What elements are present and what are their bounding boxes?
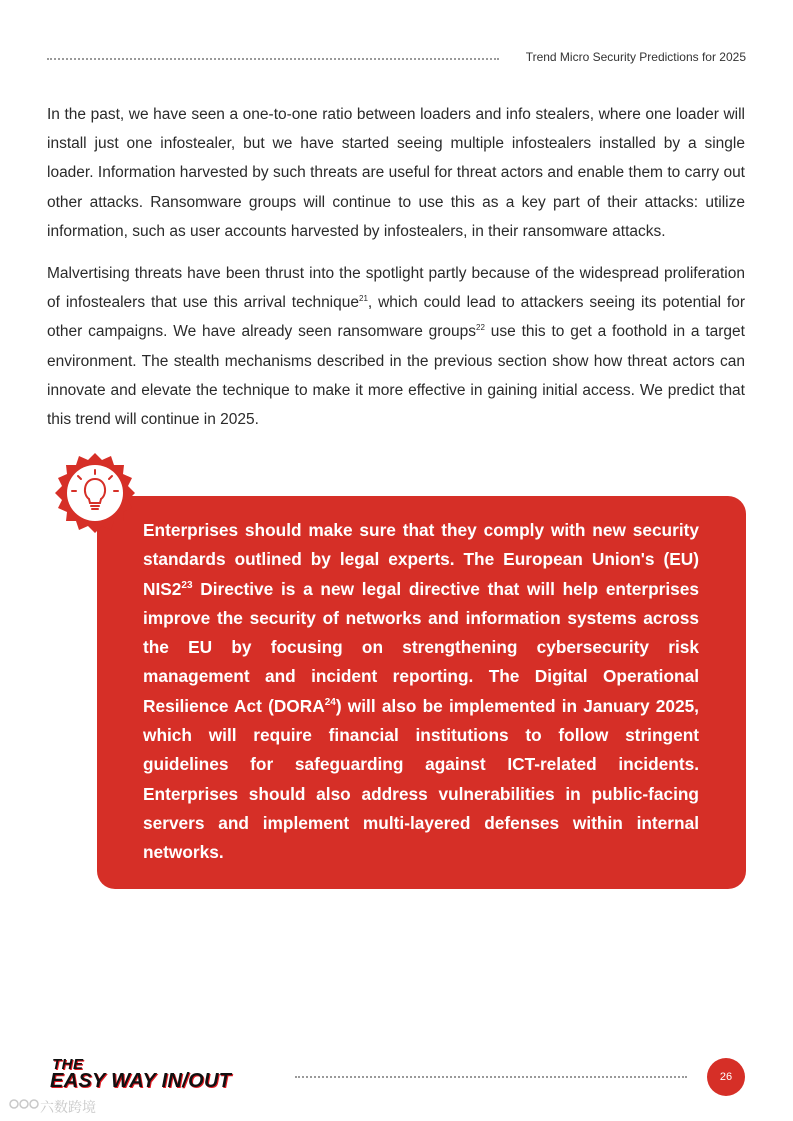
callout-text-part: ) will also be implemented in January 2025, which will require financial institutions to follow stringent guidelines for safeguarding against ICT-related incidents. Enterprises should also address vulnerabilities in public-facing servers and implement multi-layered defenses within internal networks. — [143, 695, 699, 863]
footer-divider — [295, 1076, 687, 1078]
watermark-text: 六数跨境 — [40, 1099, 96, 1115]
logo-line-2: EASY WAY IN/OUT — [50, 1070, 232, 1092]
header-divider — [47, 58, 499, 60]
footnote-ref[interactable]: 24 — [324, 697, 336, 709]
paragraph-text: Malvertising threats have been thrust into the spotlight partly because of the widespread proliferation of infostealers that use this arrival technique — [47, 265, 745, 312]
page-number: 26 — [719, 1071, 733, 1083]
callout-text — [143, 516, 699, 868]
paragraph-malvertising — [47, 259, 745, 434]
footnote-ref[interactable]: 22 — [476, 323, 485, 333]
report-logo — [50, 1056, 280, 1096]
paragraph-text: , which could lead to attackers seeing its potential for other campaigns. We have already seen ransomware groups — [47, 294, 745, 341]
page-number-badge — [707, 1058, 745, 1096]
logo-line-1: THE — [52, 1056, 84, 1073]
header-title: Trend Micro Security Predictions for 2025 — [525, 50, 746, 64]
callout-text-part: Enterprises should make sure that they comply with new security standards outlined by legal experts. The European Union's (EU) NIS2 — [143, 520, 699, 599]
watermark-icon — [8, 1097, 40, 1111]
footnote-ref[interactable]: 23 — [181, 579, 193, 591]
paragraph-loaders: In the past, we have seen a one-to-one ratio between loaders and info stealers, where one loader will install just one infostealer, but we have started seeing multiple infostealers installed by a single loader. Information harvested by such threats are useful for threat actors and enable them to carry out other attacks. Ransomware groups will continue to use this as a key part of their attacks: utilize information, such as user accounts harvested by infostealers, in their ransomware attacks. — [47, 106, 745, 240]
callout-text-part: Directive is a new legal directive that will help enterprises improve the security of networks and information systems across the EU by focusing on strengthening cybersecurity risk management and incident reporting. The Digital Operational Resilience Act (DORA — [143, 578, 699, 716]
lightbulb-icon — [52, 450, 138, 536]
footnote-ref[interactable]: 21 — [359, 294, 368, 304]
paragraph-text: use this to get a foothold in a target environment. The stealth mechanisms described in the previous section show how threat actors can innovate and elevate the technique to make it more effective in gaining initial access. We predict that this trend will continue in 2025. — [47, 323, 745, 429]
